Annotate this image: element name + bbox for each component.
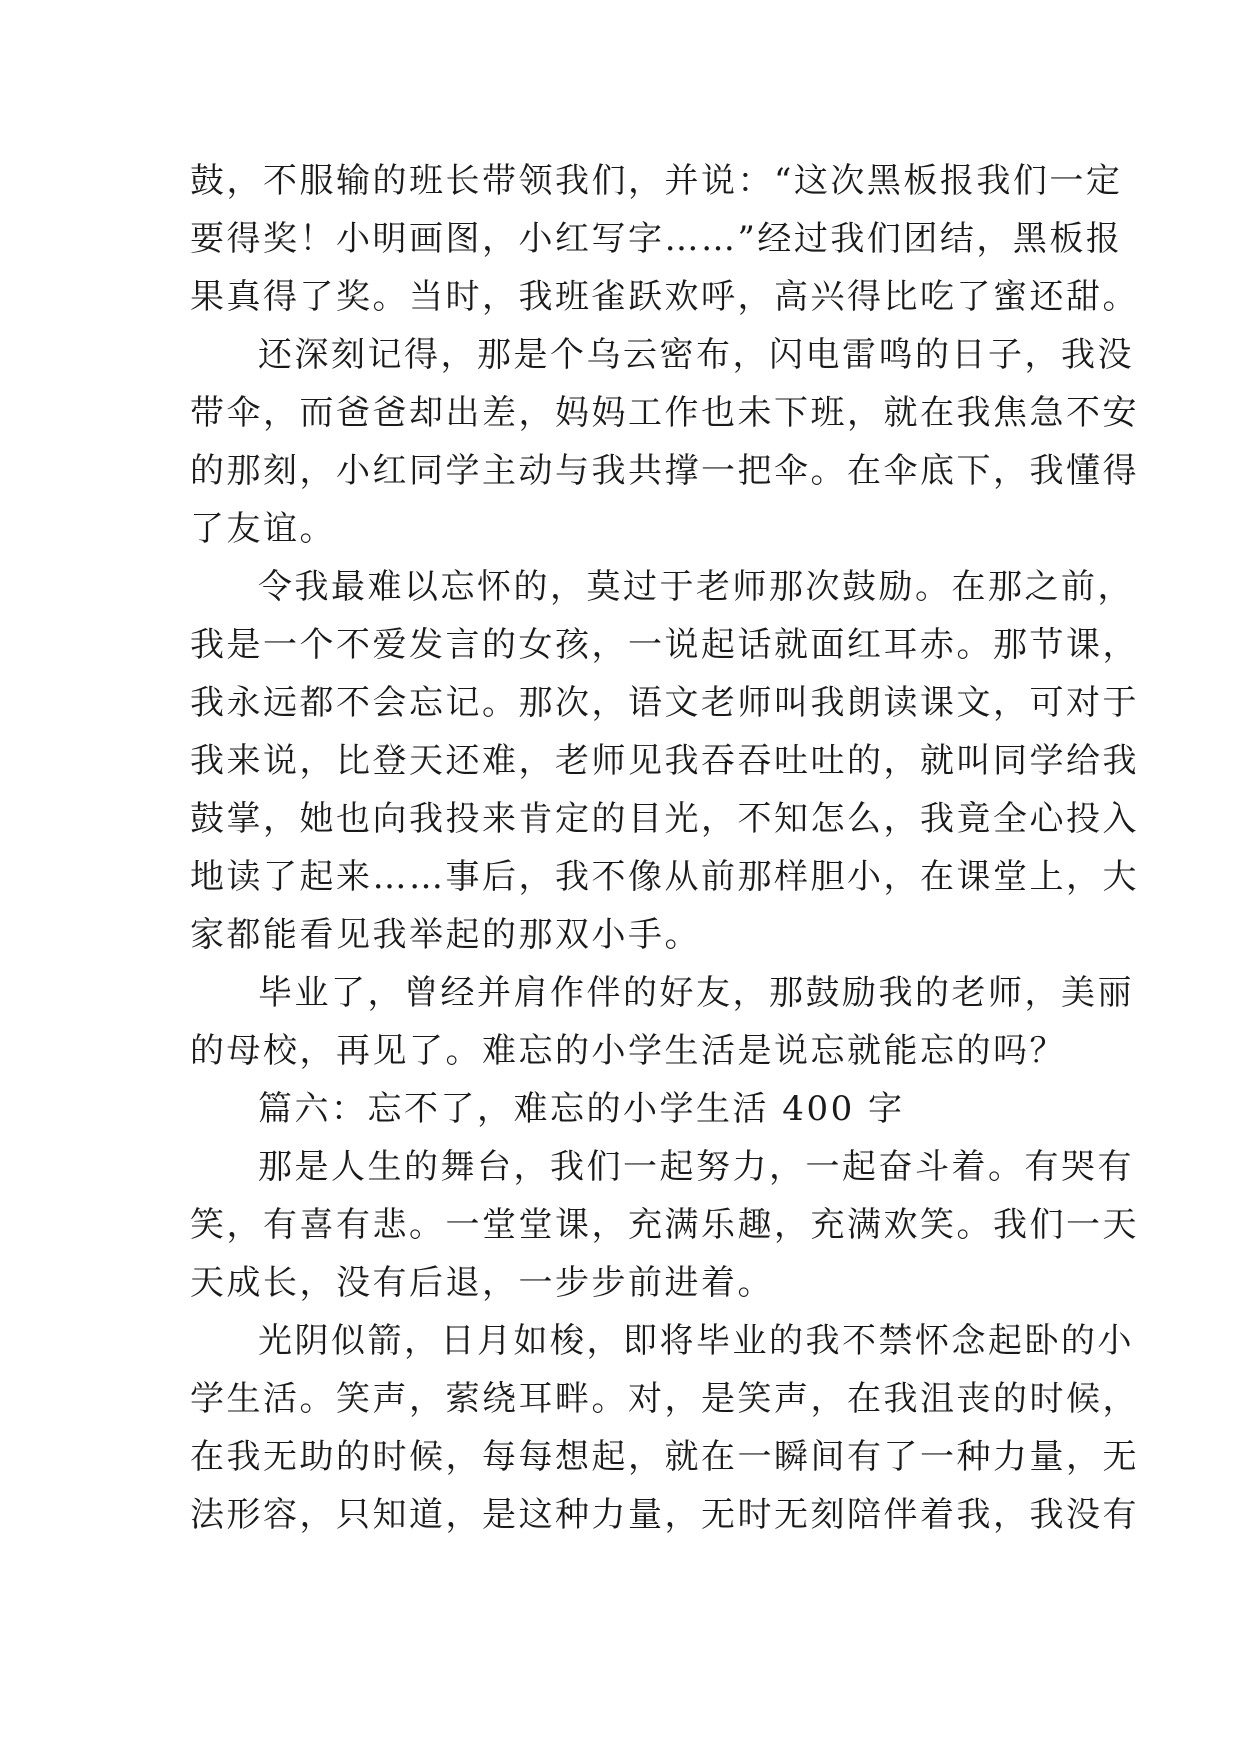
text-line: 在我无助的时候，每每想起，就在一瞬间有了一种力量，无: [190, 1437, 1139, 1477]
text-line: 的母校，再见了。难忘的小学生活是说忘就能忘的吗？: [190, 1031, 1066, 1071]
paragraph-first-line: 令我最难以忘怀的，莫过于老师那次鼓励。在那之前，: [258, 567, 1134, 607]
text-line: 鼓掌，她也向我投来肯定的目光，不知怎么，我竟全心投入: [190, 799, 1139, 839]
text-line: 法形容，只知道，是这种力量，无时无刻陪伴着我，我没有: [190, 1495, 1139, 1535]
text-line: 鼓，不服输的班长带领我们，并说：“这次黑板报我们一定: [190, 161, 1123, 201]
text-line: 天成长，没有后退，一步步前进着。: [190, 1263, 774, 1303]
text-line: 要得奖！小明画图，小红写字……”经过我们团结，黑板报: [190, 219, 1123, 259]
paragraph-first-line: 还深刻记得，那是个乌云密布，闪电雷鸣的日子，我没: [258, 335, 1134, 375]
text-line: 我来说，比登天还难，老师见我吞吞吐吐的，就叫同学给我: [190, 741, 1139, 781]
text-line: 学生活。笑声，萦绕耳畔。对，是笑声，在我沮丧的时候，: [190, 1379, 1139, 1419]
paragraph-first-line: 那是人生的舞台，我们一起努力，一起奋斗着。有哭有: [258, 1147, 1134, 1187]
text-line: 我永远都不会忘记。那次，语文老师叫我朗读课文，可对于: [190, 683, 1139, 723]
text-line: 地读了起来……事后，我不像从前那样胆小，在课堂上，大: [190, 857, 1139, 897]
paragraph-first-line: 光阴似箭，日月如梭，即将毕业的我不禁怀念起卧的小: [258, 1321, 1134, 1361]
body-text: [190, 152, 1139, 1544]
section-heading: 篇六：忘不了，难忘的小学生活 400 字: [258, 1089, 905, 1129]
paragraph-first-line: 毕业了，曾经并肩作伴的好友，那鼓励我的老师，美丽: [258, 973, 1134, 1013]
text-line: 了友谊。: [190, 509, 336, 549]
text-line: 带伞，而爸爸却出差，妈妈工作也未下班，就在我焦急不安: [190, 393, 1139, 433]
text-line: 的那刻，小红同学主动与我共撑一把伞。在伞底下，我懂得: [190, 451, 1139, 491]
text-line: 家都能看见我举起的那双小手。: [190, 915, 701, 955]
text-line: 笑，有喜有悲。一堂堂课，充满乐趣，充满欢笑。我们一天: [190, 1205, 1139, 1245]
text-line: 我是一个不爱发言的女孩，一说起话就面红耳赤。那节课，: [190, 625, 1139, 665]
text-line: 果真得了奖。当时，我班雀跃欢呼，高兴得比吃了蜜还甜。: [190, 277, 1139, 317]
